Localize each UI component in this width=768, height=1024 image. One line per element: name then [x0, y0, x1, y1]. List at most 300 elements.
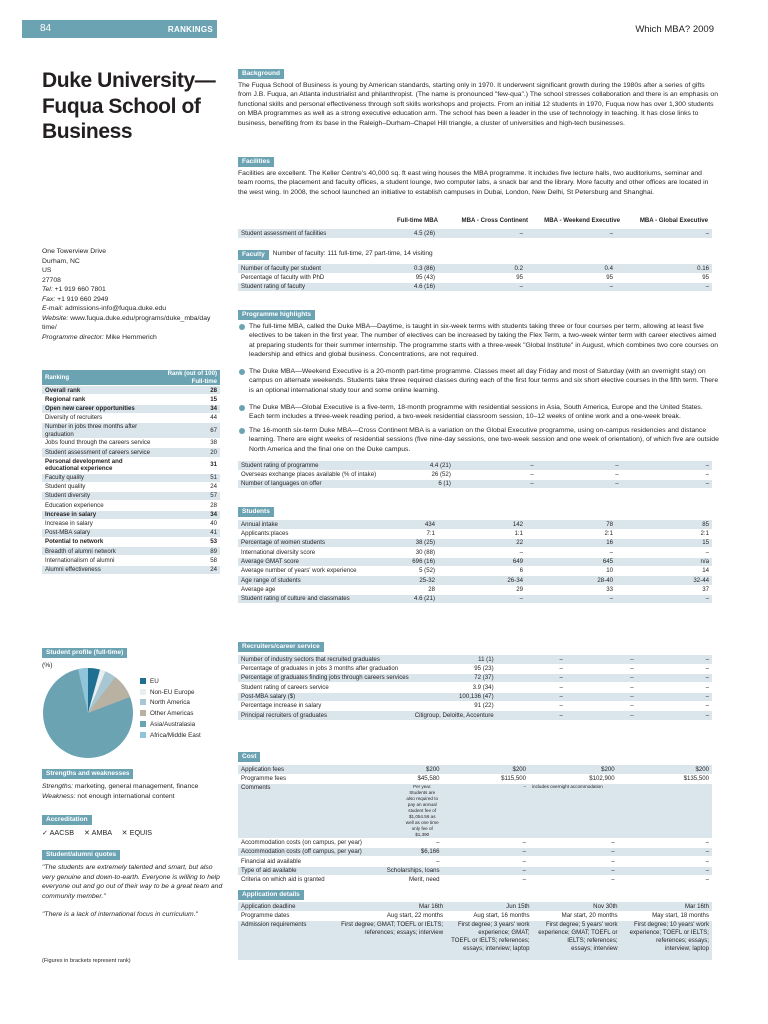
highlight-bullet: The 16-month six-term Duke MBA—Cross Continent MBA is a variation on the Global Executive programme, using on-campus residencies and distance learning. There are eight weeks of residential sessions (five nine-day sessions, one two-week session and one week of orientation), of which five are outside North America and the final one on the Duke campus.: [238, 426, 720, 454]
ranking-label: Student diversity: [42, 492, 159, 501]
ranking-row: [42, 413, 220, 422]
row-value: –: [497, 711, 566, 720]
table-row: [238, 480, 712, 489]
row-label: Type of aid available: [238, 866, 365, 875]
student-profile-unit: (%): [42, 662, 53, 669]
table-row: [238, 683, 712, 692]
row-value: 645: [526, 557, 616, 566]
ranking-row: [42, 473, 220, 482]
row-value: –: [443, 848, 530, 857]
row-value: –: [616, 548, 712, 557]
row-label: Programme fees: [238, 774, 365, 783]
row-value: n/a: [616, 557, 712, 566]
student-profile-heading: Student profile (full-time): [42, 648, 127, 658]
row-value: 72 (37): [412, 674, 497, 683]
row-value: Aug start, 22 months: [338, 911, 446, 920]
page-number: 84: [40, 23, 52, 34]
background-text: The Fuqua School of Business is young by American standards, starting only in 1970. It underwent significant growth during the 1980s after a series of gifts from J.B. Fuqua, an Atlanta industrialist and philanthropist. (The name is pronounced "few-qua".) The school stresses collaboration and there is an emphasis on functional skills and personal effectiveness through soft skills workshops and projects. From an initial 12 students in 1970, Fuqua now has over 1,300 students on MBA programmes as well as a strong executive education arm. The school has been a leader in the use of technology in teaching. It has close links to business, benefiting from its base in the Raleigh–Durham–Chapel Hill triangle, a cluster of universities and high-tech businesses.: [238, 82, 718, 127]
row-label: Accommodation costs (off campus, per year): [238, 848, 365, 857]
row-label: Percentage increase in salary: [238, 701, 412, 710]
row-value: 11 (1): [412, 655, 497, 664]
row-value: –: [438, 229, 526, 238]
address-line: One Towerview Drive: [42, 248, 107, 255]
highlights-table: [238, 461, 712, 489]
table-row: [238, 273, 712, 282]
row-value: –: [616, 594, 712, 603]
highlights-heading: Programme highlights: [238, 310, 315, 320]
ranking-value: 31: [159, 457, 220, 473]
legend-item: [140, 698, 201, 709]
accreditation-list: [42, 828, 152, 838]
table-row: [238, 470, 712, 479]
row-value: 10: [526, 566, 616, 575]
row-value: –: [497, 664, 566, 673]
ranking-label: Post-MBA salary: [42, 528, 159, 537]
ranking-row: [42, 538, 220, 547]
ranking-value: 28: [159, 386, 220, 395]
row-value: 26 (52): [379, 470, 454, 479]
row-label: Student rating of faculty: [238, 283, 360, 292]
row-value: –: [438, 283, 526, 292]
website[interactable]: Website: www.fuqua.duke.edu/programs/duke_mba/daytime/: [42, 314, 211, 332]
ranking-label: Student quality: [42, 482, 159, 491]
ranking-value: 34: [159, 510, 220, 519]
admission-line: interview; laptop: [664, 944, 709, 952]
row-value: –: [637, 701, 712, 710]
highlight-bullet: The full-time MBA, called the Duke MBA—Daytime, is taught in six-week terms with students taking three or four courses per term, allowing at least five electives to be taken in the first year. The number of electives can be increased by taking the Flex Term, a two-week winter term with career electives aimed at preparing students for their summer internship. The programme starts with a three-week "Global Institute" in August, which combines two core courses on leadership and ethics and global business. Concentrations, are not required.: [238, 322, 720, 360]
row-label: Programme dates: [238, 911, 338, 920]
legend-item: [140, 688, 201, 699]
row-value: –: [537, 480, 622, 489]
row-value: –: [622, 461, 712, 470]
ranking-value: 24: [159, 482, 220, 491]
ranking-value: 89: [159, 547, 220, 556]
row-value: 14: [616, 566, 712, 575]
admission-line: essays; interview: [571, 944, 618, 952]
ranking-row: [42, 404, 220, 413]
ranking-row: [42, 510, 220, 519]
row-value: –: [529, 876, 618, 885]
ranking-label: Breadth of alumni network: [42, 547, 159, 556]
ranking-table: [42, 370, 220, 575]
row-value: –: [497, 683, 566, 692]
row-value: 7:1: [360, 529, 438, 538]
admission-line: First degree; 5 years' work: [545, 921, 618, 929]
bullet-icon: [239, 369, 245, 375]
quotes-heading: Student/alumni quotes: [42, 850, 120, 860]
row-value: 2:1: [616, 529, 712, 538]
row-value: Merit, need: [365, 876, 443, 885]
legend-swatch: [140, 678, 146, 684]
highlight-bullet: The Duke MBA—Weekend Executive is a 20-month part-time programme. Classes meet all day Friday and most of Saturday (with an overnight stay) on campus on alternate weekends. Students take three required classes during each of the first four terms and six short elective courses in the fifth term. There is an optional international study tour and some online learning.: [238, 367, 720, 395]
student-profile-pie: [42, 667, 134, 759]
row-value: 25-32: [360, 576, 438, 585]
row-value: $115,500: [443, 774, 530, 783]
pie-legend: [140, 677, 201, 741]
row-value: –: [443, 876, 530, 885]
row-label: Age range of students: [238, 576, 360, 585]
legend-label: North America: [150, 699, 190, 707]
table-row: [238, 539, 712, 548]
ranking-value: 40: [159, 519, 220, 528]
row-label: Student rating of careers service: [238, 683, 412, 692]
row-value: 95 (43): [360, 273, 438, 282]
row-value: 95: [616, 273, 712, 282]
table-row: [238, 674, 712, 683]
legend-label: Non-EU Europe: [150, 688, 195, 696]
table-row: [238, 701, 712, 710]
row-value: 95: [526, 273, 616, 282]
row-label: Post-MBA salary ($): [238, 692, 412, 701]
row-label: Percentage of women students: [238, 539, 360, 548]
ranking-label: Faculty quality: [42, 473, 159, 482]
recruiters-heading: Recruiters/career service: [238, 642, 324, 652]
admission-line: First degree; 10 years' work: [634, 921, 709, 929]
strengths-heading: Strengths and weaknesses: [42, 769, 133, 779]
email[interactable]: E-mail: admissions-info@fuqua.duke.edu: [42, 305, 167, 313]
ranking-label: Increase in salary: [42, 510, 159, 519]
row-label: International diversity score: [238, 548, 360, 557]
table-row: [238, 774, 712, 783]
ranking-row: [42, 482, 220, 491]
admission-line: references; essays; interview: [364, 929, 444, 937]
row-value: 0.4: [526, 264, 616, 273]
row-value: 100,136 (47): [412, 692, 497, 701]
row-value: 1:1: [438, 529, 526, 538]
row-value: –: [637, 683, 712, 692]
row-value: 4.4 (21): [379, 461, 454, 470]
admission-line: TOEFL or IELTS; references;: [451, 936, 530, 944]
row-value: –: [529, 866, 618, 875]
address-line: US: [42, 267, 52, 275]
row-value: –: [616, 229, 712, 238]
row-value: –: [566, 701, 637, 710]
table-row: [238, 594, 712, 603]
publication-name: Which MBA? 2009: [635, 24, 714, 35]
cross-icon: ✕: [84, 828, 91, 837]
table-row: [238, 911, 712, 920]
tel: Tel: +1 919 660 7801: [42, 286, 106, 294]
row-value: 0.3 (86): [360, 264, 438, 273]
quote-2: "There is a lack of international focus in curriculum.": [42, 911, 198, 918]
row-label: Principal recruiters of graduates: [238, 711, 412, 720]
row-value: 5 (52): [360, 566, 438, 575]
table-row: [238, 557, 712, 566]
row-value: –: [529, 838, 618, 847]
bullet-icon: [239, 405, 245, 411]
row-value: 6: [438, 566, 526, 575]
row-value: 15: [616, 539, 712, 548]
address-line: Durham, NC: [42, 257, 80, 265]
row-value: –: [537, 461, 622, 470]
table-row: [238, 784, 712, 839]
row-value: –: [618, 866, 712, 875]
ranking-label: Internationalism of alumni: [42, 556, 159, 565]
ranking-value: 38: [159, 439, 220, 448]
facilities-table: [238, 229, 712, 239]
check-icon: ✓: [42, 828, 49, 837]
row-label: Average number of years' work experience: [238, 566, 360, 575]
admission-line: experience; GMAT; TOEFL or: [538, 929, 618, 937]
legend-label: EU: [150, 678, 159, 685]
legend-swatch: [140, 699, 146, 705]
ranking-label: Increase in salary: [42, 519, 159, 528]
table-row: [238, 921, 712, 961]
row-value: 0.16: [616, 264, 712, 273]
cross-icon: ✕: [121, 828, 128, 837]
ranking-row: [42, 422, 220, 438]
ranking-label: Student assessment of careers service: [42, 448, 159, 457]
ranking-value: 20: [159, 448, 220, 457]
ranking-row: [42, 528, 220, 537]
row-value: [338, 921, 446, 961]
row-value: 16: [526, 539, 616, 548]
ranking-value: 58: [159, 556, 220, 565]
ranking-value: 44: [159, 413, 220, 422]
row-value: 37: [616, 585, 712, 594]
ranking-row: [42, 395, 220, 404]
bullet-icon: [239, 324, 245, 330]
row-value: 33: [526, 585, 616, 594]
row-value: –: [365, 838, 443, 847]
row-value: –: [443, 838, 530, 847]
row-value: $135,500: [618, 774, 712, 783]
table-row: [238, 283, 712, 292]
ranking-value: 28: [159, 501, 220, 510]
row-value: $200: [618, 765, 712, 774]
table-row: [238, 664, 712, 673]
row-label: Criteria on which aid is granted: [238, 876, 365, 885]
row-value: –: [497, 674, 566, 683]
table-row: [238, 902, 712, 911]
facilities-text: Facilities are excellent. The Keller Centre's 40,000 sq. ft east wing houses the MBA programme. It includes five lecture halls, two auditoriums, seminar and team rooms, the placement and faculty offices, a student lounge, two computer labs, a snack bar and the library. More faculty and other offices are located in the west wing. In 2008, the school launched an initiative to establish campuses in Dubai, London, New Delhi, St Petersburg and Shanghai.: [238, 170, 709, 196]
row-label: Student rating of programme: [238, 461, 379, 470]
row-value: 95: [438, 273, 526, 282]
legend-item: [140, 677, 201, 688]
accreditation-equis: EQUIS: [129, 828, 153, 837]
row-value: –: [526, 229, 616, 238]
row-value: –: [637, 692, 712, 701]
legend-item: [140, 709, 201, 720]
highlight-bullet: The Duke MBA—Global Executive is a five-term, 18-month programme with residential sessions in Asia, South America, Europe and the United States. Each term includes a three-week reading period, a two-week residential classroom session, 10–12 weeks of online work and a one-week break.: [238, 403, 720, 422]
row-value: –: [537, 470, 622, 479]
cost-heading: Cost: [238, 752, 260, 762]
table-row: [238, 876, 712, 885]
ranking-row: [42, 448, 220, 457]
row-label: Percentage of graduates finding jobs through careers services: [238, 674, 412, 683]
table-row: [238, 848, 712, 857]
col-head-weekend-exec: MBA - Weekend Executive: [544, 217, 620, 224]
col-head-global-exec: MBA - Global Executive: [639, 217, 708, 224]
row-label: Percentage of graduates in jobs 3 months after graduation: [238, 664, 412, 673]
ranking-value: 57: [159, 492, 220, 501]
row-value: 32-44: [616, 576, 712, 585]
legend-label: Asia/Australasia: [150, 720, 196, 728]
row-value: Nov 30th: [533, 902, 621, 911]
row-value: –: [618, 876, 712, 885]
table-row: [238, 229, 712, 238]
strengths-text: Strengths: marketing, general management, finance Weakness: not enough international content: [42, 783, 199, 800]
row-label: Application deadline: [238, 902, 338, 911]
row-value: Per year. Students are also required to pay an annual student fee of $1,054.56 as well as one time only fee of $1,390: [365, 784, 443, 839]
row-value: –: [454, 470, 537, 479]
background-heading: Background: [238, 69, 284, 79]
row-value: –: [438, 548, 526, 557]
row-label: Student rating of culture and classmates: [238, 594, 360, 603]
ranking-label: Open new career opportunities: [42, 404, 159, 413]
col-head-full-time: Full-time MBA: [397, 217, 438, 224]
row-value: –: [438, 594, 526, 603]
row-label: Number of languages on offer: [238, 480, 379, 489]
row-label: Applicants:places: [238, 529, 360, 538]
ranking-label: Education experience: [42, 501, 159, 510]
legend-swatch: [140, 689, 146, 695]
row-value: Aug start, 16 months: [446, 911, 532, 920]
header-bar: [22, 20, 217, 38]
address-line: 27708: [42, 276, 61, 284]
row-value: 30 (88): [360, 548, 438, 557]
admission-line: references; essays;: [656, 936, 709, 944]
quote-1: "The students are extremely talented and smart, but also very genuine and down-to-earth. Everyone is willing to help everyone out and go out of their way to be a great team and community member.": [42, 864, 223, 900]
ranking-label: Overall rank: [42, 386, 159, 395]
ranking-row: [42, 492, 220, 501]
row-value: –: [618, 838, 712, 847]
row-value: –: [616, 283, 712, 292]
row-value: 28: [360, 585, 438, 594]
ranking-value: 34: [159, 404, 220, 413]
row-value: 95 (23): [412, 664, 497, 673]
row-value: [446, 921, 532, 961]
row-value: 6 (1): [379, 480, 454, 489]
row-value: 91 (22): [412, 701, 497, 710]
ranking-value: 15: [159, 395, 220, 404]
row-label: Average GMAT score: [238, 557, 360, 566]
row-value: 28-40: [526, 576, 616, 585]
row-value: Mar 16th: [338, 902, 446, 911]
row-value: [618, 784, 712, 839]
ranking-header-value: Rank (out of 100) Full-time: [159, 370, 220, 386]
row-value: 696 (16): [360, 557, 438, 566]
admission-line: experience; TOEFL or IELTS;: [629, 929, 709, 937]
row-value: $6,166: [365, 848, 443, 857]
row-value: –: [637, 711, 712, 720]
row-value: 3.9 (34): [412, 683, 497, 692]
row-label: Accommodation costs (on campus, per year): [238, 838, 365, 847]
legend-swatch: [140, 732, 146, 738]
row-value: 434: [360, 520, 438, 529]
row-label: Annual intake: [238, 520, 360, 529]
row-value: –: [454, 461, 537, 470]
row-value: –: [637, 664, 712, 673]
ranking-row: [42, 457, 220, 473]
row-label: Average age: [238, 585, 360, 594]
address-block: [42, 247, 232, 342]
legend-label: Other Americas: [150, 710, 194, 718]
table-row: [238, 838, 712, 847]
ranking-value: 51: [159, 473, 220, 482]
row-label: Overseas exchange places available (% of intake): [238, 470, 379, 479]
table-row: [238, 765, 712, 774]
table-row: [238, 585, 712, 594]
facilities-heading: Facilities: [238, 157, 274, 167]
ranking-row: [42, 519, 220, 528]
faculty-note: Number of faculty: 111 full-time, 27 part-time, 14 visiting: [269, 250, 433, 258]
ranking-row: [42, 565, 220, 574]
row-value: 26-34: [438, 576, 526, 585]
table-row: [238, 692, 712, 701]
row-label: Percentage of faculty with PhD: [238, 273, 360, 282]
ranking-label: Jobs found through the careers service: [42, 439, 159, 448]
row-value: –: [526, 283, 616, 292]
row-value: May start, 18 months: [621, 911, 712, 920]
row-value: $200: [529, 765, 618, 774]
ranking-label: Diversity of recruiters: [42, 413, 159, 422]
row-value: Scholarships, loans: [365, 866, 443, 875]
admission-line: experience; GMAT;: [478, 929, 530, 937]
admission-line: First degree; GMAT; TOEFL or IELTS;: [341, 921, 444, 929]
table-row: [238, 566, 712, 575]
ranking-label: Regional rank: [42, 395, 159, 404]
row-value: includes overnight accommodation: [529, 784, 618, 839]
row-value: –: [529, 848, 618, 857]
faculty-heading: Faculty Number of faculty: 111 full-time, 27 part-time, 14 visiting: [238, 250, 269, 260]
row-value: –: [526, 548, 616, 557]
legend-swatch: [140, 710, 146, 716]
row-value: Citigroup, Deloitte, Accenture: [412, 711, 497, 720]
ranking-value: 53: [159, 538, 220, 547]
row-label: Admission requirements: [238, 921, 338, 961]
row-label: Financial aid available: [238, 857, 365, 866]
ranking-header-row: [42, 370, 220, 386]
row-value: $45,580: [365, 774, 443, 783]
row-value: 649: [438, 557, 526, 566]
row-value: [533, 921, 621, 961]
table-row: [238, 866, 712, 875]
ranking-label: Potential to network: [42, 538, 159, 547]
ranking-value: 24: [159, 565, 220, 574]
table-row: [238, 461, 712, 470]
section-label: RANKINGS: [167, 25, 213, 34]
accreditation-aacsb: AACSB: [49, 828, 75, 837]
row-value: –: [566, 692, 637, 701]
row-value: $102,900: [529, 774, 618, 783]
faculty-table: [238, 264, 712, 292]
row-value: $200: [365, 765, 443, 774]
row-value: –: [566, 683, 637, 692]
row-value: –: [618, 857, 712, 866]
row-label: Student assessment of facilities: [238, 229, 360, 238]
legend-item: [140, 720, 201, 731]
page-title: Duke University—Fuqua School of Business: [42, 69, 216, 144]
row-value: –: [637, 674, 712, 683]
row-value: [621, 921, 712, 961]
row-value: 85: [616, 520, 712, 529]
row-value: –: [365, 857, 443, 866]
row-value: 38 (25): [360, 539, 438, 548]
row-value: 78: [526, 520, 616, 529]
students-table: [238, 520, 712, 604]
row-label: Number of faculty per student: [238, 264, 360, 273]
row-value: –: [622, 480, 712, 489]
col-head-cross-continent: MBA - Cross Continent: [461, 217, 528, 224]
ranking-row: [42, 501, 220, 510]
accreditation-heading: Accreditation: [42, 815, 92, 825]
row-value: –: [454, 480, 537, 489]
footnote: (Figures in brackets represent rank): [42, 958, 131, 964]
row-value: –: [443, 866, 530, 875]
table-row: [238, 264, 712, 273]
application-heading: Application details: [238, 890, 304, 900]
